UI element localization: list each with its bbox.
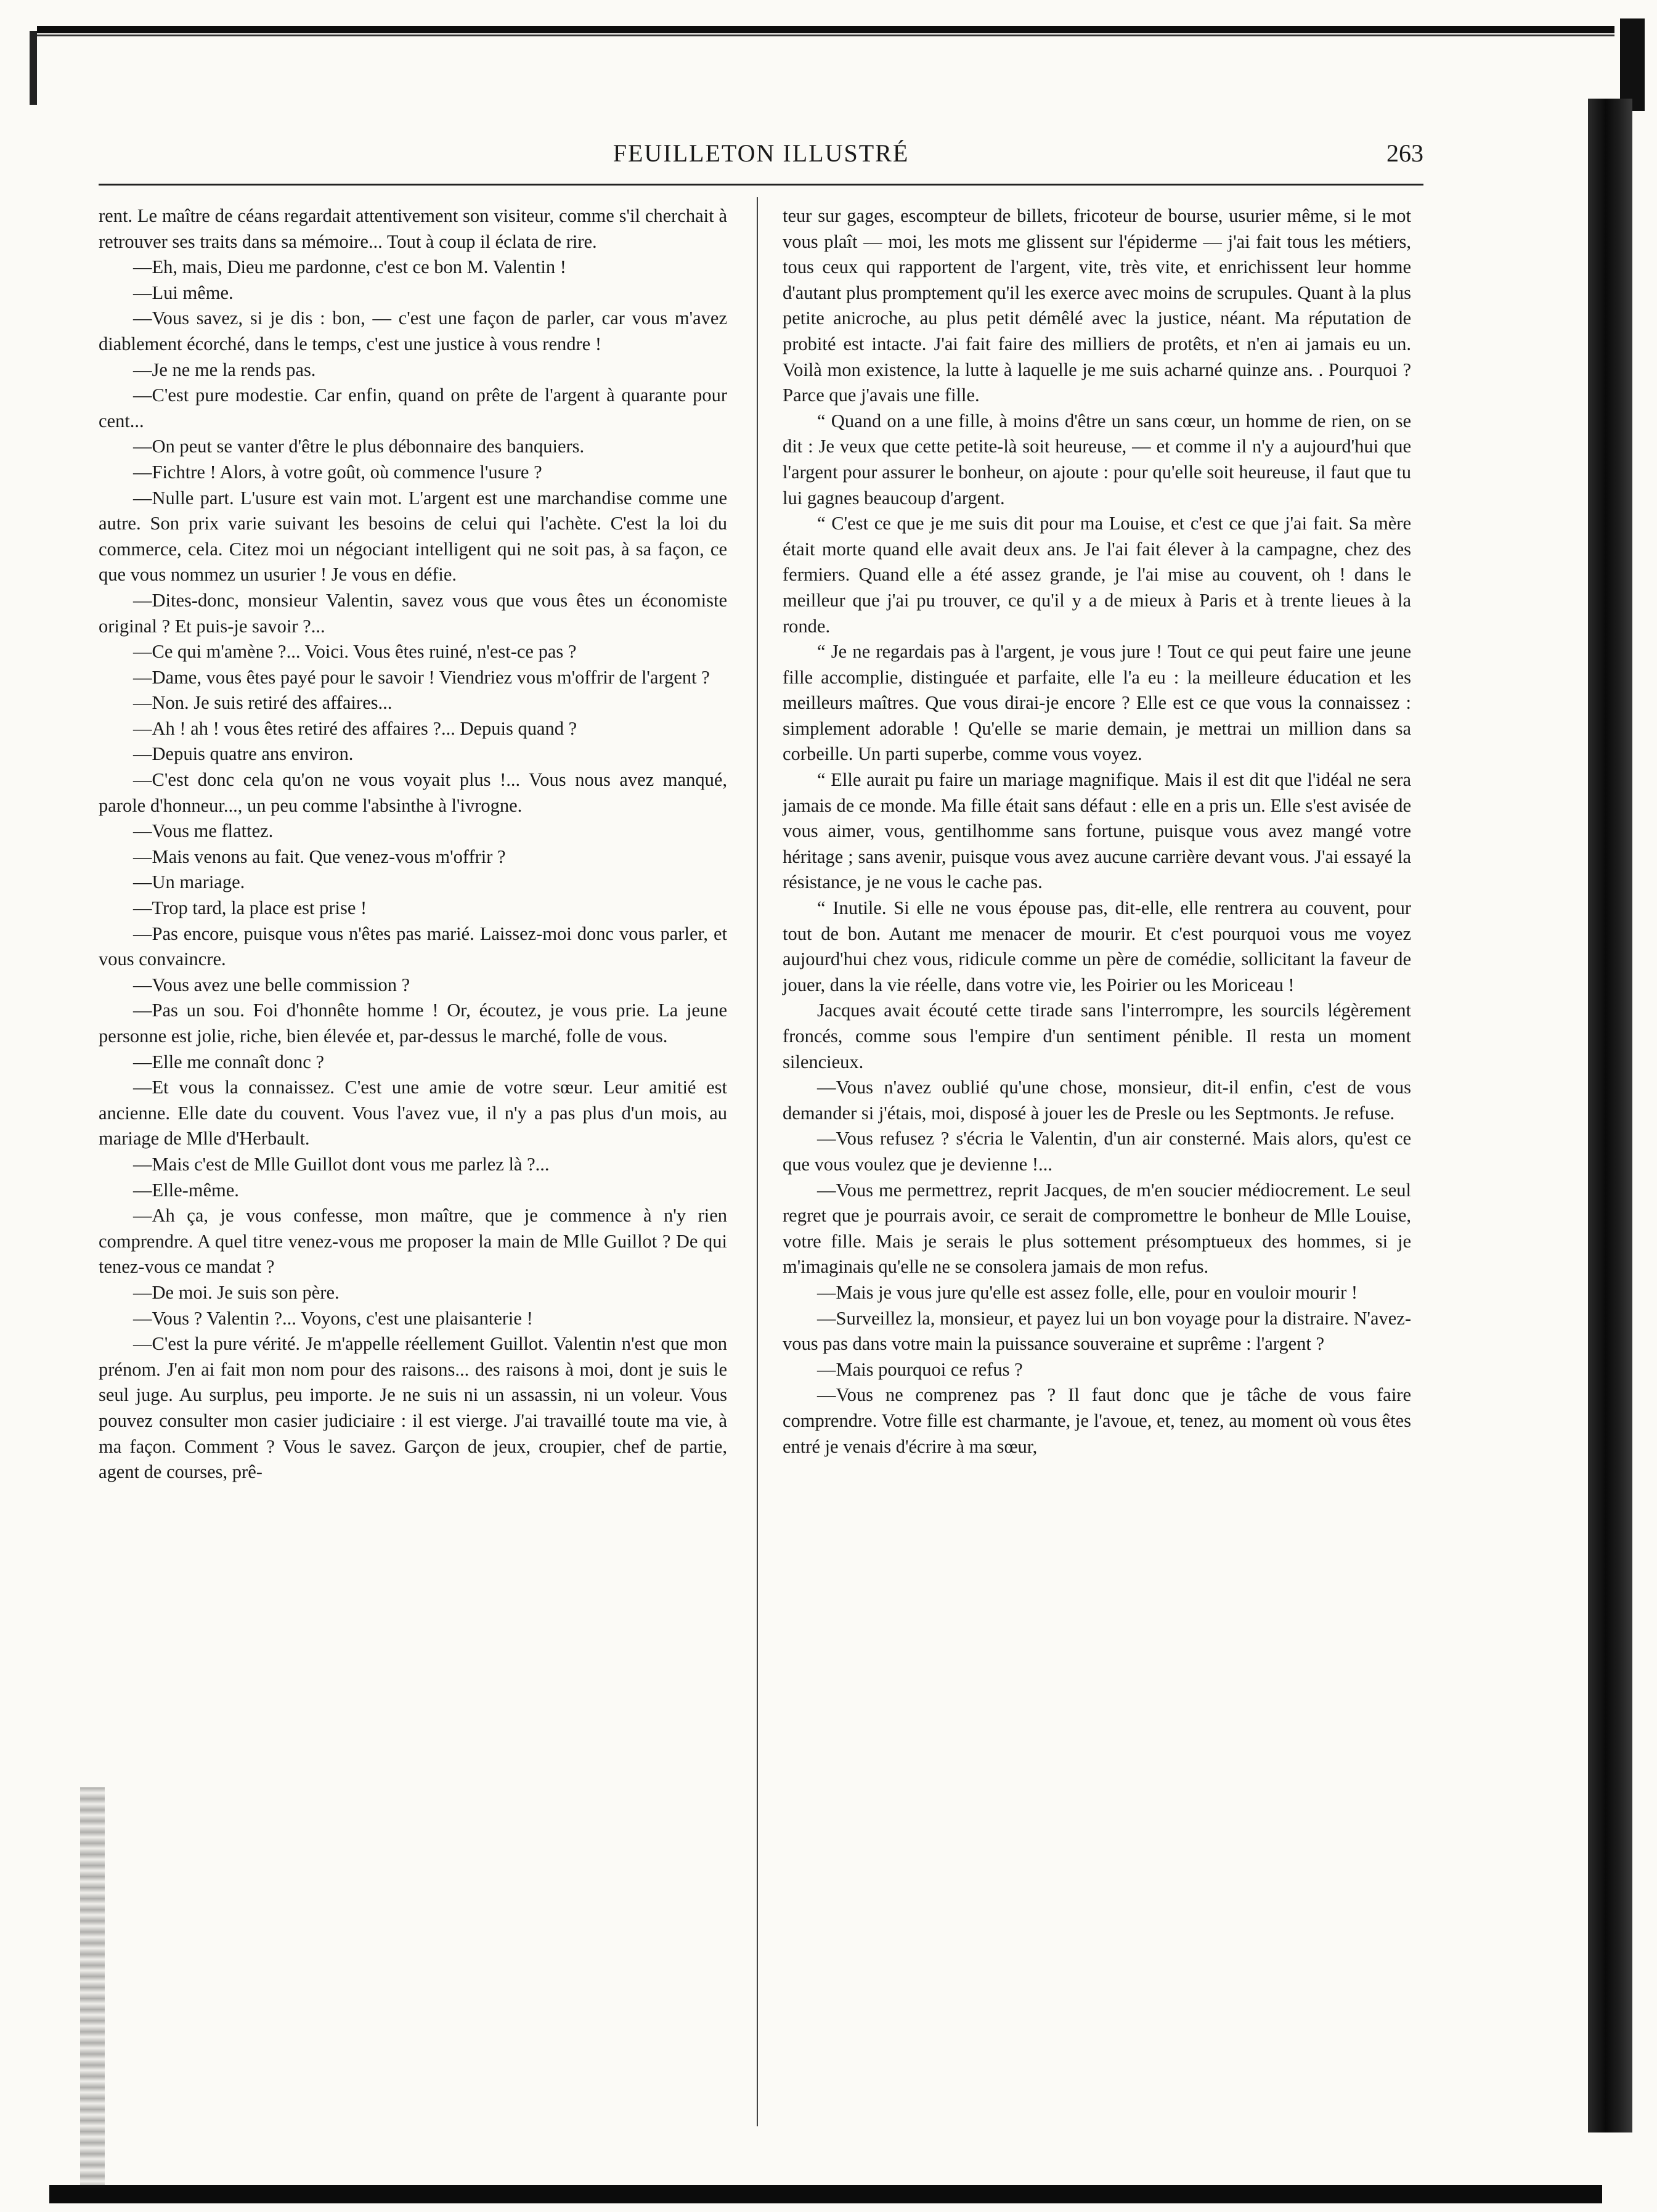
paragraph: “ Je ne regardais pas à l'argent, je vous jure ! Tout ce qui peut faire une jeune fille accomplie, distinguée et parfaite, elle l'a eu : la meilleure éducation et les meilleurs maîtres. Que vous dirai-je encore ? Elle est ce que vous la connaissez : simplement adorable ! Qu'elle se marie demain, je mettrai un million dans sa corbeille. Un parti superbe, comme vous voyez. <box>783 641 1411 765</box>
left-edge-mark <box>30 31 37 105</box>
paragraph: —Vous me flattez. <box>133 820 274 842</box>
paragraph: —Et vous la connaissez. C'est une amie de votre sœur. Leur amitié est ancienne. Elle date du couvent. Vous l'avez vue, il n'y a pas plus d'un mois, au mariage de Mlle d'Herbault. <box>99 1077 727 1149</box>
paragraph: —Ah ! ah ! vous êtes retiré des affaires ?... Depuis quand ? <box>133 717 577 739</box>
paragraph: —Eh, mais, Dieu me pardonne, c'est ce bon M. Valentin ! <box>133 256 566 278</box>
paragraph: —Mais venons au fait. Que venez-vous m'offrir ? <box>133 846 506 867</box>
paragraph: Jacques avait écouté cette tirade sans l'interrompre, les sourcils légèrement froncés, comme sous l'empire d'un sentiment pénible. Il resta un moment silencieux. <box>783 1000 1411 1072</box>
paragraph: —Vous ? Valentin ?... Voyons, c'est une plaisanterie ! <box>133 1307 533 1329</box>
paragraph: —Fichtre ! Alors, à votre goût, où commence l'usure ? <box>133 461 542 483</box>
paragraph: “ C'est ce que je me suis dit pour ma Louise, et c'est ce que j'ai fait. Sa mère était morte quand elle avait deux ans. Je l'ai fait élever à la campagne, chez des fermiers. Quand elle a été assez grande, je l'ai mise au couvent, oh ! dans le meilleur que j'ai pu trouver, ce qu'il y a de mieux à Paris et à trente lieues à la ronde. <box>783 513 1411 637</box>
paragraph: —Mais pourquoi ce refus ? <box>817 1358 1023 1380</box>
paragraph: “ Elle aurait pu faire un mariage magnifique. Mais il est dit que l'idéal ne sera jamais de ce monde. Ma fille était sans défaut : elle en a pris un. Elle s'est avisée de vous aimer, vous, gentilhomme sans fortune, puisque vous avez mangé votre héritage ; sans avenir, puisque vous avez aucune carrière devant vous. J'ai essayé la résistance, je ne vous le cache pas. <box>783 769 1411 893</box>
paragraph: —Elle-même. <box>133 1179 239 1201</box>
paragraph: —Surveillez la, monsieur, et payez lui un bon voyage pour la distraire. N'avez-vous pas dans votre main la puissance souveraine et suprême : l'argent ? <box>783 1307 1411 1355</box>
paragraph: —Dame, vous êtes payé pour le savoir ! Viendriez vous m'offrir de l'argent ? <box>133 666 710 688</box>
page-header <box>99 139 1423 176</box>
left-margin-stains <box>80 1787 105 2188</box>
paragraph: —Ce qui m'amène ?... Voici. Vous êtes ruiné, n'est-ce pas ? <box>133 641 577 663</box>
paragraph: —Ah ça, je vous confesse, mon maître, que je commence à n'y rien comprendre. A quel titre venez-vous me proposer la main de Mlle Guillot ? De qui tenez-vous ce mandat ? <box>99 1205 727 1278</box>
paragraph: —Je ne me la rends pas. <box>133 359 316 380</box>
top-border-rule <box>37 26 1614 33</box>
paragraph: —C'est donc cela qu'on ne vous voyait plus !... Vous nous avez manqué, parole d'honneur..., un peu comme l'absinthe à l'ivrogne. <box>99 769 727 816</box>
header-rule <box>99 184 1423 186</box>
paragraph: —Vous me permettrez, reprit Jacques, de m'en soucier médiocrement. Le seul regret que je pourrais avoir, ce serait de compromettre le bonheur de Mlle Louise, votre fille. Mais je serais le plus sottement présomptueux des hommes, si je m'imaginais qu'elle ne se consolera jamais de mon refus. <box>783 1179 1411 1278</box>
paragraph: —Elle me connaît donc ? <box>133 1051 324 1072</box>
paragraph: —Trop tard, la place est prise ! <box>133 897 367 919</box>
paragraph: —Un mariage. <box>133 871 245 893</box>
paragraph: —Vous ne comprenez pas ? Il faut donc que je tâche de vous faire comprendre. Votre fille est charmante, je l'avoue, et, tenez, au moment où vous êtes entré je venais d'écrire à ma sœur, <box>783 1384 1411 1457</box>
paragraph: —Vous n'avez oublié qu'une chose, monsieur, dit-il enfin, c'est de vous demander si j'étais, moi, disposé à jouer les de Presle ou les Septmonts. Je refuse. <box>783 1077 1411 1124</box>
paragraph: teur sur gages, escompteur de billets, fricoteur de bourse, usurier même, si le mot vous plaît — moi, les mots me glissent sur l'épiderme — j'ai fait tous les métiers, tous ceux qui rapportent de l'argent, vite, très vite, et enrichissent leur homme d'autant plus promptement qu'il les exerce avec moins de scrupules. Quant à la plus petite anicroche, au plus petit démêlé avec la justice, néant. Ma réputation de probité est intacte. J'ai fait faire des milliers de protêts, et n'en ai jamais eu un. Voilà mon existence, la lutte à laquelle je me suis acharné quinze ans. . Pourquoi ? Parce que j'avais une fille. <box>783 205 1411 406</box>
page-number: 263 <box>1386 139 1423 167</box>
paragraph: —Mais je vous jure qu'elle est assez folle, elle, pour en vouloir mourir ! <box>817 1281 1358 1303</box>
paragraph: —Pas encore, puisque vous n'êtes pas marié. Laissez-moi donc vous parler, et vous convaincre. <box>99 923 727 970</box>
right-column <box>783 203 1411 1459</box>
paragraph: —C'est la pure vérité. Je m'appelle réellement Guillot. Valentin n'est que mon prénom. J'en ai fait mon nom pour des raisons... des raisons à moi, dont je suis le seul juge. Au surplus, peu importe. Je ne suis ni un assassin, ni un voleur. Vous pouvez consulter mon casier judiciaire : il est vierge. J'ai travaillé toute ma vie, à ma façon. Comment ? Vous le savez. Garçon de jeux, croupier, chef de partie, agent de courses, prê- <box>99 1333 727 1483</box>
paragraph: “ Quand on a une fille, à moins d'être un sans cœur, un homme de rien, on se dit : Je veux que cette petite-là soit heureuse, — et comme il n'y a aujourd'hui que l'argent pour assurer le bonheur, on ajoute : pour qu'elle soit heureuse, il faut que tu lui gagnes beaucoup d'argent. <box>783 410 1411 508</box>
paragraph: rent. Le maître de céans regardait attentivement son visiteur, comme s'il cherchait à retrouver ses traits dans sa mémoire... Tout à coup il éclata de rire. <box>99 205 727 252</box>
left-column <box>99 203 727 1485</box>
paragraph: —De moi. Je suis son père. <box>133 1281 340 1303</box>
paragraph: —C'est pure modestie. Car enfin, quand on prête de l'argent à quarante pour cent... <box>99 385 727 431</box>
bottom-border-rule <box>49 2185 1602 2203</box>
column-divider <box>757 197 758 2126</box>
running-title: FEUILLETON ILLUSTRÉ <box>613 139 910 167</box>
paragraph: —Vous savez, si je dis : bon, — c'est une façon de parler, car vous m'avez diablement écorché, dans le temps, c'est une justice à vous rendre ! <box>99 308 727 354</box>
paragraph: —Depuis quatre ans environ. <box>133 743 354 765</box>
paragraph: “ Inutile. Si elle ne vous épouse pas, dit-elle, elle rentrera au couvent, pour tout de bon. Autant me menacer de mourir. Et c'est pourquoi vous me voyez aujourd'hui chez vous, ridicule comme un père de comédie, sollicitant la faveur de jouer, dans la vie réelle, dans votre vie, les Poirier ou les Moriceau ! <box>783 897 1411 995</box>
paragraph: —Non. Je suis retiré des affaires... <box>133 692 393 714</box>
paragraph: —Dites-donc, monsieur Valentin, savez vous que vous êtes un économiste original ? Et puis-je savoir ?... <box>99 589 727 637</box>
paragraph: —Vous avez une belle commission ? <box>133 974 410 995</box>
paragraph: —Vous refusez ? s'écria le Valentin, d'un air consterné. Mais alors, qu'est ce que vous voulez que je devienne !... <box>783 1128 1411 1175</box>
top-border-rule-thin <box>37 35 1614 36</box>
right-page-edge <box>1588 99 1632 2132</box>
right-corner-mark <box>1620 18 1645 111</box>
paragraph: —Mais c'est de Mlle Guillot dont vous me parlez là ?... <box>133 1153 550 1175</box>
paragraph: —Pas un sou. Foi d'honnête homme ! Or, écoutez, je vous prie. La jeune personne est jolie, riche, bien élevée et, par-dessus le marché, folle de vous. <box>99 1000 727 1047</box>
paragraph: —On peut se vanter d'être le plus débonnaire des banquiers. <box>133 436 585 457</box>
paragraph: —Nulle part. L'usure est vain mot. L'argent est une marchandise comme une autre. Son prix varie suivant les besoins de celui qui l'achète. C'est la loi du commerce, cela. Citez moi un négociant intelligent qui ne soit pas, à sa façon, ce que vous nommez un usurier ! Je vous en défie. <box>99 487 727 586</box>
paragraph: —Lui même. <box>133 282 234 303</box>
